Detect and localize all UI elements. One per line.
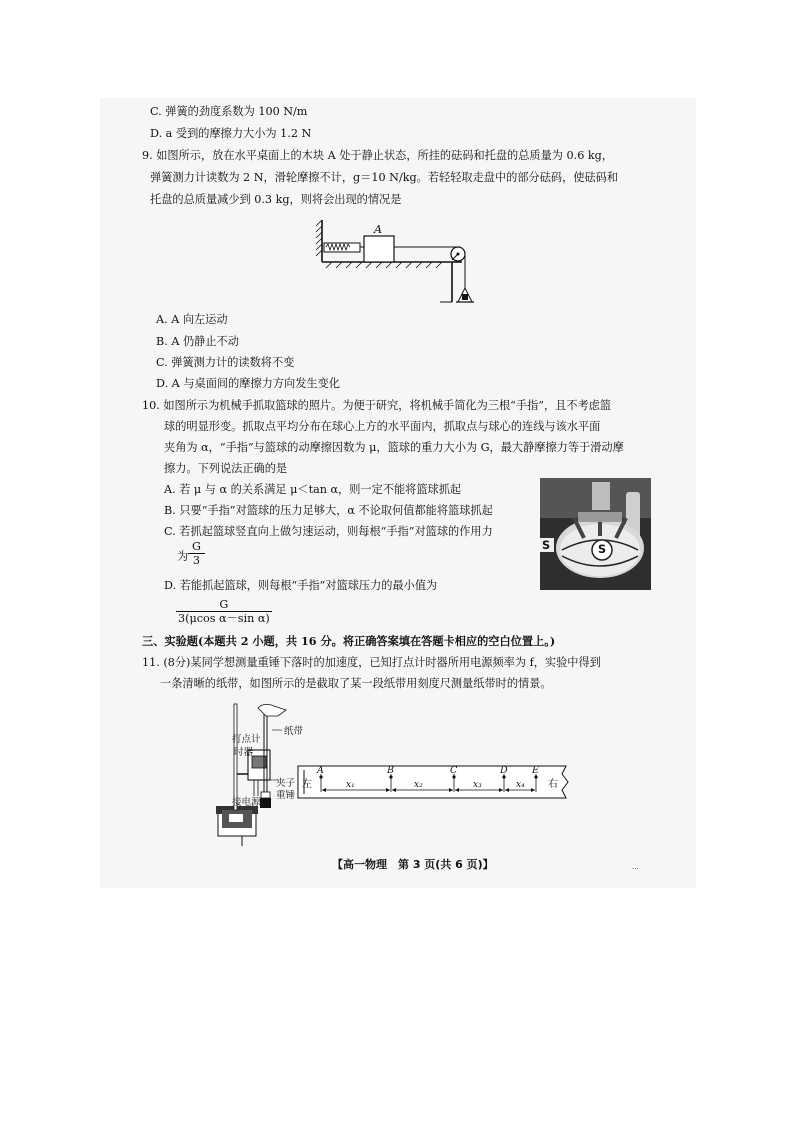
q10-stem-line4: 擦力。下列说法正确的是 (164, 462, 288, 475)
q10-option-c: C. 若抓起篮球竖直向上做匀速运动，则每根“手指”对篮球的作用力 (164, 525, 493, 538)
q9-stem-line1: 9. 如图所示，放在水平桌面上的木块 A 处于静止状态，所挂的砝码和托盘的总质量为 0.6 kg， (142, 149, 614, 162)
q10-option-c-denominator: 3 (192, 554, 201, 567)
tape-point-e: E (532, 765, 539, 776)
q11-apparatus-figure (212, 700, 302, 850)
label-timer-line1: 打点计 (232, 734, 261, 745)
label-tape: 纸带 (284, 726, 304, 737)
label-timer-line2: 时器 (234, 747, 254, 758)
tape-segment-x4: x₄ (516, 780, 525, 790)
q9-stem-line2: 弹簧测力计读数为 2 N，滑轮摩擦不计，g＝10 N/kg。若轻轻取走盘中的部分砝码，使砝码和 (150, 171, 619, 184)
q10-option-d-numerator: G (176, 598, 272, 612)
label-power: 接电源 (232, 797, 261, 808)
q11-paper-tape (296, 760, 572, 802)
label-weight: 重锤 (276, 790, 296, 801)
q10-option-d: D. 若能抓起篮球，则每根“手指”对篮球压力的最小值为 (164, 579, 438, 592)
q10-option-a: A. 若 μ 与 α 的关系满足 μ＜tan α，则一定不能将篮球抓起 (164, 483, 462, 496)
bg-logo-letter: S (542, 539, 551, 552)
q10-option-c-fraction (188, 540, 205, 567)
q10-robot-hand-photo (540, 478, 651, 590)
tape-right-label: 右 (548, 779, 558, 790)
q10-option-c-prefix: 为 (177, 550, 189, 563)
q11-stem-line1: 11. (8分)某同学想测量重锤下落时的加速度，已知打点计时器所用电源频率为 f，实验中得到 (142, 656, 601, 669)
q8-option-c: C. 弹簧的劲度系数为 100 N/m (150, 105, 308, 118)
tape-point-d: D (500, 765, 508, 776)
q10-option-d-denominator: 3(μcos α－sin α) (178, 612, 270, 625)
tape-left-label: 左 (302, 779, 312, 790)
tape-segment-x3: x₃ (473, 780, 482, 790)
q10-stem-line2: 球的明显形变。抓取点平均分布在球心上方的水平面内，抓取点与球心的连线与该水平面 (164, 420, 601, 433)
q9-stem-line3: 托盘的总质量减少到 0.3 kg，则将会出现的情况是 (150, 193, 402, 206)
tape-point-b: B (387, 765, 394, 776)
ball-logo-letter: S (598, 543, 607, 556)
q10-stem-line3: 夹角为 α，“手指”与篮球的动摩擦因数为 μ，篮球的重力大小为 G，最大静摩擦力等于滑动摩 (164, 441, 624, 454)
tape-segment-x1: x₁ (346, 780, 355, 790)
q10-option-c-numerator: G (188, 540, 205, 554)
q9-option-c: C. 弹簧测力计的读数将不变 (156, 356, 295, 369)
tape-segment-x2: x₂ (414, 780, 423, 790)
q9-option-d: D. A 与桌面间的摩擦力方向发生变化 (156, 377, 340, 390)
robot-hand-illustration (540, 478, 651, 590)
corner-mark: ··· (632, 865, 639, 873)
q9-option-a: A. A 向左运动 (156, 313, 228, 326)
tape-point-c: C (450, 765, 458, 776)
q11-stem-line2: 一条清晰的纸带，如图所示的是截取了某一段纸带用刻度尺测量纸带时的情景。 (160, 677, 552, 690)
page-footer: 【高一物理 第 3 页(共 6 页)】 (332, 858, 494, 871)
q10-stem-line1: 10. 如图所示为机械手抓取篮球的照片。为便于研究，将机械手简化为三根“手指”，且不考虑篮 (142, 399, 612, 412)
q9-block-label: A (374, 223, 383, 236)
tape-point-a: A (317, 765, 324, 776)
label-clip: 夹子 (276, 778, 296, 789)
q10-option-d-fraction (176, 598, 272, 625)
q9-figure-spring-block-pulley (312, 214, 484, 306)
q9-option-b: B. A 仍静止不动 (156, 335, 239, 348)
q10-option-b: B. 只要“手指”对篮球的压力足够大，α 不论取何值都能将篮球抓起 (164, 504, 493, 517)
section-3-heading: 三、实验题(本题共 2 小题，共 16 分。将正确答案填在答题卡相应的空白位置上。) (142, 634, 556, 648)
q8-option-d: D. a 受到的摩擦力大小为 1.2 N (150, 127, 312, 140)
